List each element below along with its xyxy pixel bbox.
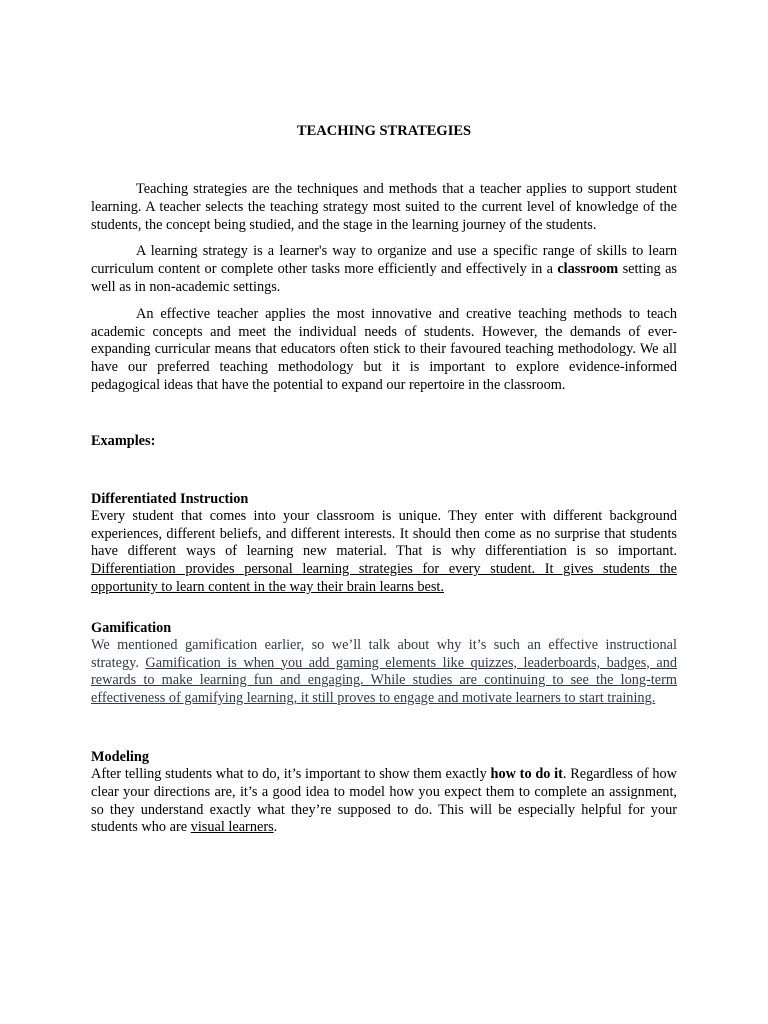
- differentiated-text: Every student that comes into your classroom is unique. They enter with different background experiences, different beliefs, and different interests. It should then come as no surprise that students have different ways of learning new material. That is why differentiation is so important.: [91, 507, 677, 560]
- gamification-heading: Gamification: [91, 619, 172, 636]
- effective-teacher-paragraph: An effective teacher applies the most innovative and creative teaching methods to teach academic concepts and meet the individual needs of students. However, the demands of ever-expanding curricular means that educators often stick to their favoured teaching methodology. We all have our preferred teaching methodology but it is important to explore evidence-informed pedagogical ideas that have the potential to expand our repertoire in the classroom.: [91, 305, 677, 393]
- para2-after: setting as well as in non-academic settings.: [91, 261, 677, 295]
- modeling-text-middle: . Regardless of how clear your directions are, it’s a good idea to model how you expect them to complete an assignment, so they understand exactly what they’re supposed to do. This will be especially helpful for your students who are: [91, 765, 677, 836]
- para2-before: A learning strategy is a learner's way to organize and use a specific range of skills to learn curriculum content or complete other tasks more efficiently and effectively in a: [91, 243, 677, 278]
- modeling-text-end: .: [273, 819, 278, 836]
- intro-paragraph: Teaching strategies are the techniques and methods that a teacher applies to support student learning. A teacher selects the teaching strategy most suited to the current level of knowledge of the students, the concept being studied, and the stage in the learning journey of the students.: [91, 181, 677, 233]
- gamification-text: We mentioned gamification earlier, so we’ll talk about why it’s such an effective instructional strategy.: [91, 636, 677, 671]
- differentiated-paragraph: [91, 508, 677, 597]
- gamification-underlined: Gamification is when you add gaming elements like quizzes, leaderboards, badges, and rewards to make learning fun and engaging. While studies are continuing to see the long-term effectiveness of gamifying learning, it still proves to engage and motivate learners to start training.: [91, 654, 677, 707]
- modeling-text-before: After telling students what to do, it’s important to show them exactly: [91, 765, 491, 782]
- differentiated-underlined: Differentiation provides personal learning strategies for every student. It gives students the opportunity to learn content in the way their brain learns best.: [91, 561, 677, 595]
- classroom-bold: classroom: [557, 261, 619, 278]
- page-title: TEACHING STRATEGIES: [296, 123, 472, 139]
- gamification-paragraph: [91, 637, 677, 708]
- document-body: [91, 120, 677, 837]
- modeling-paragraph: [91, 766, 677, 837]
- modeling-bold: how to do it: [490, 765, 563, 782]
- differentiated-heading: Differentiated Instruction: [91, 490, 249, 507]
- examples-label: Examples:: [91, 432, 156, 449]
- visual-learners-link[interactable]: visual learners: [190, 819, 274, 836]
- learning-strategy-paragraph: [91, 243, 677, 296]
- modeling-heading: Modeling: [91, 748, 149, 765]
